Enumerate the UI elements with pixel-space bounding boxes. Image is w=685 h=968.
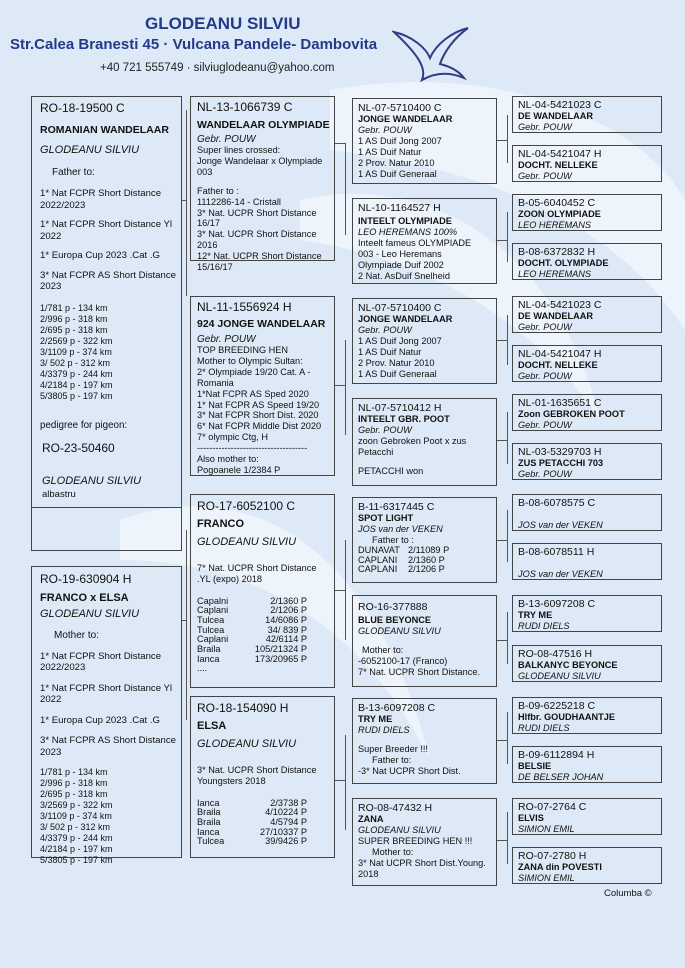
card-line: [197, 178, 334, 186]
mother-breeder: GLODEANU SILVIU: [40, 608, 140, 621]
card-line: 7* olympic Ctg, H: [197, 432, 268, 443]
card-line: 7* Nat. UCPR Short Distance: [197, 563, 317, 574]
result-line: 1* Nat FCPR Short Distance 2022/2023: [40, 188, 162, 211]
list-item: 4/3379 p - 244 km: [40, 833, 113, 844]
card-ring: B-08-6372832 H: [518, 246, 596, 258]
list-item: 4/2184 p - 197 km: [40, 844, 113, 855]
card-breeder: Gebr. POUW: [518, 171, 572, 182]
card-name: ELVIS: [518, 813, 544, 824]
card-name: SPOT LIGHT: [358, 513, 414, 524]
card-name: [518, 509, 661, 520]
card-ring: NL-10-1164527 H: [358, 202, 441, 214]
card-line: Romania: [197, 377, 234, 388]
list-item: 3/ 502 p - 312 km: [40, 822, 111, 833]
card-name: ZANA: [358, 814, 384, 825]
grandsire-paternal-card: [190, 96, 335, 272]
card-line: Inteelt fameus OLYMPIADE: [358, 238, 472, 249]
card-ring: NL-07-5710412 H: [358, 402, 442, 414]
card-ring: B-11-6317445 C: [358, 501, 435, 513]
card-breeder: RUDI DIELS: [358, 725, 410, 736]
father-name: ROMANIAN WANDELAAR: [40, 124, 169, 137]
connector: [345, 143, 346, 235]
gen4-card: [512, 194, 662, 231]
card-name: FRANCO: [197, 518, 245, 531]
card-name: DOCHT. NELLEKE: [518, 360, 598, 371]
result-line: 3* Nat FCPR AS Short Distance 2023: [40, 269, 176, 293]
card-ring: RO-07-2764 C: [518, 801, 587, 813]
card-ring: RO-07-2780 H: [518, 850, 587, 862]
race-place: ....: [197, 663, 208, 674]
card-name: INTEELT GBR. POOT: [358, 414, 450, 425]
gen3-card: [352, 698, 497, 784]
card-breeder: SIMION EMIL: [518, 873, 575, 884]
card-name: Hlfbr. GOUDHAANTJE: [518, 712, 615, 723]
mother-name: FRANCO x ELSA: [40, 592, 129, 605]
card-ring: NL-11-1556924 H: [197, 300, 292, 314]
card-breeder: LEO HEREMANS: [518, 220, 592, 231]
gen3-card: [352, 98, 497, 184]
card-line: Super lines crossed:: [197, 145, 281, 156]
mother-card: [31, 566, 182, 866]
card-line: 003 - Leo Heremans: [358, 248, 442, 259]
connector: [497, 540, 507, 541]
card-line: 1 AS Duif Jong 2007: [358, 136, 442, 147]
gen3-card: [352, 497, 497, 583]
connector: [507, 510, 508, 562]
result-line: 1* Nat FCPR Short Distance Yl 2022: [40, 682, 173, 706]
race-result: 2/1360 P: [408, 554, 445, 565]
card-ring: NL-04-5421023 C: [518, 99, 602, 111]
card-line: 1 AS Duif Natur: [358, 346, 422, 357]
card-ring: B-09-6112894 H: [518, 749, 595, 761]
connector: [335, 385, 345, 386]
gen4-card: [512, 543, 662, 580]
card-line: 003: [197, 167, 213, 178]
table-row: [197, 837, 307, 847]
card-ring: NL-04-5421047 H: [518, 148, 602, 160]
list-item: 2/996 p - 318 km: [40, 313, 108, 324]
card-breeder: LEO HEREMANS: [518, 269, 592, 280]
gen4-card: [512, 847, 662, 884]
pigeon-ring: RO-23-50460: [42, 441, 115, 455]
connector: [507, 212, 508, 262]
race-result: 173/20965 P: [254, 653, 307, 664]
card-breeder: Gebr. POUW: [358, 425, 412, 436]
card-ring: RO-17-6052100 C: [197, 499, 296, 513]
connector: [497, 840, 507, 841]
connector: [507, 812, 508, 864]
card-ring: NL-01-1635651 C: [518, 397, 602, 409]
card-line: 2 Nat. AsDuif Snelheid: [358, 270, 450, 281]
connector: [182, 200, 186, 201]
card-name: JONGE WANDELAAR: [358, 314, 453, 325]
gen4-card: [512, 443, 662, 480]
card-line: 2018: [358, 868, 379, 879]
card-line: Also mother to:: [197, 453, 259, 464]
father-role: Father to:: [52, 166, 95, 178]
race-result: 34/ 839 P: [267, 624, 307, 635]
race-place: Tulcea: [197, 624, 225, 635]
card-name: WANDELAAR OLYMPIADE: [197, 119, 330, 132]
card-line: Jonge Wandelaar x Olympiade: [197, 156, 323, 167]
connector: [345, 735, 346, 830]
mother-results: [40, 651, 180, 759]
card-line: Pogoanele 1/2384 P: [197, 464, 281, 475]
card-name: TRY ME: [358, 714, 393, 725]
race-place: Tulcea: [197, 836, 225, 847]
card-line: zoon Gebroken Poot x zus: [358, 436, 467, 447]
card-ring: NL-04-5421047 H: [518, 348, 602, 360]
gen4-card: [512, 697, 662, 734]
race-result: 2/1360 P: [270, 595, 307, 606]
card-name: DE WANDELAAR: [518, 111, 594, 122]
pigeon-color: albastru: [42, 489, 76, 500]
copyright: Columba ©: [604, 888, 652, 899]
card-name: DOCHT. NELLEKE: [518, 160, 598, 171]
card-name: BALKANYC BEYONCE: [518, 660, 618, 671]
card-name: 924 JONGE WANDELAAR: [197, 318, 326, 331]
gen3-card: [352, 298, 497, 384]
card-line: PETACCHI won: [358, 465, 424, 476]
card-breeder: Gebr. POUW: [518, 420, 572, 431]
gen4-card: [512, 296, 662, 333]
card-line: Mother to:: [372, 846, 414, 857]
card-breeder: Gebr. POUW: [518, 371, 572, 382]
gen4-card: [512, 746, 662, 783]
card-breeder: JOS van der VEKEN: [358, 524, 443, 535]
card-name: ZOON OLYMPIADE: [518, 209, 601, 220]
race-place: Caplani: [197, 605, 229, 616]
pigeon-breeder: GLODEANU SILVIU: [42, 475, 142, 487]
card-line: 3* Nat UCPR Short Dist.Young.: [358, 857, 486, 868]
race-place: DUNAVAT: [358, 544, 400, 555]
card-line: 2 Prov. Natur 2010: [358, 357, 435, 368]
connector: [335, 590, 345, 591]
card-breeder: GLODEANU SILVIU: [197, 738, 297, 751]
card-line: Olympiade Duif 2002: [358, 259, 444, 270]
pedigree-label: pedigree for pigeon:: [40, 420, 128, 431]
card-line: Father to:: [372, 754, 412, 765]
card-breeder: GLODEANU SILVIU: [358, 626, 441, 637]
card-breeder: RUDI DIELS: [518, 621, 570, 632]
race-results-table: [358, 546, 449, 575]
connector: [507, 712, 508, 764]
race-result: 2/11089 P: [408, 544, 450, 555]
connector: [507, 412, 508, 464]
list-item: 2/996 p - 318 km: [40, 778, 108, 789]
card-name: JONGE WANDELAAR: [358, 114, 453, 125]
card-line: [358, 458, 496, 466]
gen4-card: [512, 645, 662, 682]
card-line: -3* Nat UCPR Short Dist.: [358, 765, 461, 776]
gen4-card: [512, 494, 662, 531]
list-item: 3/1109 p - 374 km: [40, 346, 112, 357]
gen4-card: [512, 595, 662, 632]
card-ring: RO-08-47432 H: [358, 802, 433, 814]
card-breeder: Gebr. POUW: [358, 125, 412, 136]
list-item: 3/ 502 p - 312 km: [40, 357, 111, 368]
list-item: 2/2569 p - 322 km: [40, 335, 113, 346]
card-breeder: RUDI DIELS: [518, 723, 570, 734]
header-contact: +40 721 555749 · silviuglodeanu@yahoo.com: [100, 62, 335, 74]
card-breeder: JOS van der VEKEN: [518, 569, 603, 580]
card-breeder: JOS van der VEKEN: [518, 520, 603, 531]
card-line: 2* Olympiade 19/20 Cat. A -: [197, 367, 311, 378]
race-results-table: [197, 597, 307, 674]
race-place: Tulcea: [197, 615, 225, 626]
card-name: ZANA din POVESTI: [518, 862, 602, 873]
list-item: 1/781 p - 134 km: [40, 767, 108, 778]
connector: [345, 540, 346, 640]
race-place: Braila: [197, 644, 221, 655]
race-result: 2/1206 P: [270, 605, 307, 616]
race-result: 105/21324 P: [254, 644, 307, 655]
mother-result-list: [40, 767, 181, 866]
connector: [182, 620, 186, 621]
race-place: Braila: [197, 817, 221, 828]
bird-logo-icon: [392, 24, 472, 94]
card-line: Super Breeder !!!: [358, 744, 428, 755]
card-line: 7* Nat. UCPR Short Distance.: [358, 666, 481, 677]
card-line: 15/16/17: [197, 261, 233, 272]
connector: [497, 240, 507, 241]
card-breeder: Gebr. POUW: [197, 333, 256, 345]
card-ring: NL-04-5421023 C: [518, 299, 602, 311]
connector: [186, 110, 187, 296]
card-ring: RO-08-47516 H: [518, 648, 593, 660]
gen4-card: [512, 394, 662, 431]
card-ring: NL-13-1066739 C: [197, 100, 293, 114]
card-name: ELSA: [197, 720, 227, 733]
card-line: ------------------------------------: [197, 443, 308, 454]
race-result: 2/3738 P: [270, 797, 307, 808]
header-address: Str.Calea Branesti 45 · Vulcana Pandele- Dambovita: [10, 36, 378, 53]
card-line: SUPER BREEDING HEN !!!: [358, 836, 473, 847]
card-line: Petacchi: [358, 446, 394, 457]
gen4-card: [512, 798, 662, 835]
list-item: 5/3805 p - 197 km: [40, 855, 113, 866]
card-name: Zoon GEBROKEN POOT: [518, 409, 625, 420]
result-line: 1* Nat FCPR Short Distance 2022/2023: [40, 650, 162, 674]
card-ring: B-08-6078511 H: [518, 546, 595, 558]
gen4-card: [512, 96, 662, 133]
card-breeder: GLODEANU SILVIU: [197, 536, 297, 549]
card-line: 1 AS Duif Generaal: [358, 168, 437, 179]
race-result: 27/10337 P: [259, 826, 307, 837]
card-breeder: SIMION EMIL: [518, 824, 575, 835]
card-name: BELSIE: [518, 761, 552, 772]
table-row: [197, 664, 307, 674]
connector: [497, 340, 507, 341]
gen3-card: [352, 198, 497, 284]
card-ring: RO-18-154090 H: [197, 701, 289, 715]
result-line: 1* Europa Cup 2023 .Cat .G: [40, 250, 160, 262]
card-line: 1 AS Duif Jong 2007: [358, 336, 442, 347]
race-results-table: [197, 799, 307, 847]
card-name: ZUS PETACCHI 703: [518, 458, 604, 469]
table-row: [358, 565, 449, 575]
race-place: Ianca: [197, 797, 220, 808]
card-ring: B-13-6097208 C: [358, 702, 436, 714]
card-line: Father to :: [197, 185, 239, 196]
result-line: 3* Nat FCPR AS Short Distance 2023: [40, 735, 176, 758]
card-line: 16/17: [197, 218, 220, 229]
card-line: Mother to Olympic Sultan:: [197, 356, 303, 367]
gen3-card: [352, 595, 497, 687]
list-item: 4/2184 p - 197 km: [40, 379, 113, 390]
card-ring: NL-07-5710400 C: [358, 302, 442, 314]
card-breeder: Gebr. POUW: [358, 325, 412, 336]
connector: [507, 315, 508, 365]
result-line: 1* Nat FCPR Short Distance Yl 2022: [40, 219, 173, 242]
card-line: 2 Prov. Natur 2010: [358, 157, 435, 168]
granddam-paternal-card: [190, 296, 335, 476]
race-result: 4/5794 P: [270, 817, 307, 828]
card-line: TOP BREEDING HEN: [197, 345, 289, 356]
card-ring: RO-16-377888: [358, 601, 428, 613]
table-row: [197, 655, 307, 665]
card-breeder: GLODEANU SILVIU: [358, 825, 441, 836]
card-name: DOCHT. OLYMPIADE: [518, 258, 609, 269]
card-name: TRY ME: [518, 610, 553, 621]
card-line: 3* Nat. UCPR Short Distance: [197, 229, 317, 240]
gen4-card: [512, 243, 662, 280]
race-result: 39/9426 P: [265, 836, 307, 847]
card-breeder: Gebr. POUW: [518, 122, 572, 133]
father-ring: RO-18-19500 C: [40, 101, 125, 115]
race-place: CAPLANI: [358, 564, 398, 575]
race-place: Ianca: [197, 653, 220, 664]
list-item: 3/2569 p - 322 km: [40, 800, 113, 811]
header-title: GLODEANU SILVIU: [145, 14, 301, 33]
father-result-list: [40, 303, 181, 402]
grandsire-maternal-card: [190, 494, 335, 688]
card-line: 3* Nat. UCPR Short Distance: [197, 765, 317, 776]
connector: [335, 143, 345, 144]
list-item: 3/1109 p - 374 km: [40, 811, 112, 822]
card-breeder: GLODEANU SILVIU: [518, 671, 601, 682]
card-ring: NL-03-5329703 H: [518, 446, 602, 458]
connector: [497, 740, 507, 741]
gen4-card: [512, 345, 662, 382]
connector: [186, 530, 187, 720]
card-ring: B-09-6225218 C: [518, 700, 596, 712]
gen3-card: [352, 798, 497, 886]
card-ring: B-05-6040452 C: [518, 197, 596, 209]
pigeon-card: [31, 420, 182, 508]
card-line: Youngsters 2018: [197, 775, 266, 786]
card-line: -6052100-17 (Franco): [358, 655, 448, 666]
list-item: 5/3805 p - 197 km: [40, 390, 113, 401]
card-line: 1 AS Duif Generaal: [358, 368, 437, 379]
card-name: BLUE BEYONCE: [358, 615, 431, 626]
card-line: Father to :: [372, 535, 414, 546]
father-results: [40, 188, 180, 293]
card-line: 1 AS Duif Natur: [358, 146, 422, 157]
race-place: Ianca: [197, 826, 220, 837]
race-result: 4/10224 P: [265, 807, 307, 818]
list-item: 2/695 p - 318 km: [40, 789, 108, 800]
card-breeder: Gebr. POUW: [518, 469, 572, 480]
connector: [507, 115, 508, 163]
card-name: DE WANDELAAR: [518, 311, 594, 322]
card-line: Mother to:: [362, 645, 404, 656]
card-line: 1112286-14 - Cristall: [197, 196, 281, 207]
race-result: 14/6086 P: [265, 615, 307, 626]
connector: [345, 340, 346, 435]
card-ring: B-08-6078575 C: [518, 497, 596, 509]
card-line: 2016: [197, 240, 218, 251]
card-line: 3* Nat FCPR Short Dist. 2020: [197, 410, 319, 421]
race-result: 42/6114 P: [265, 634, 307, 645]
connector: [497, 140, 507, 141]
result-line: 1* Europa Cup 2023 .Cat .G: [40, 714, 160, 726]
card-breeder: Gebr. POUW: [518, 322, 572, 333]
card-breeder: DE BELSER JOHAN: [518, 772, 604, 783]
card-line: 3* Nat. UCPR Short Distance: [197, 207, 317, 218]
card-breeder: Gebr. POUW: [197, 133, 256, 145]
gen4-card: [512, 145, 662, 182]
card-line: 1* Nat FCPR AS Speed 19/20: [197, 399, 320, 410]
card-line: 12* Nat. UCPR Short Distance: [197, 251, 322, 262]
father-breeder: GLODEANU SILVIU: [40, 143, 140, 156]
connector: [507, 612, 508, 664]
card-line: 6* Nat FCPR Middle Dist 2020: [197, 421, 322, 432]
card-breeder: LEO HEREMANS 100%: [358, 227, 458, 238]
race-result: 2/1206 P: [408, 564, 445, 575]
mother-ring: RO-19-630904 H: [40, 572, 132, 586]
race-result: [243, 664, 307, 674]
card-name: [518, 558, 661, 569]
card-line: .YL (expo) 2018: [197, 573, 263, 584]
race-place: CAPLANI: [358, 554, 398, 565]
card-ring: NL-07-5710400 C: [358, 102, 442, 114]
list-item: 1/781 p - 134 km: [40, 302, 108, 313]
connector: [497, 440, 507, 441]
race-place: Caplani: [197, 634, 229, 645]
list-item: 4/3379 p - 244 km: [40, 368, 113, 379]
race-place: Braila: [197, 807, 221, 818]
connector: [497, 640, 507, 641]
list-item: 2/695 p - 318 km: [40, 324, 108, 335]
card-ring: B-13-6097208 C: [518, 598, 596, 610]
connector: [335, 780, 345, 781]
gen3-card: [352, 398, 497, 486]
race-place: Capalni: [197, 595, 229, 606]
granddam-maternal-card: [190, 696, 335, 858]
card-line: 1*Nat FCPR AS Sped 2020: [197, 388, 309, 399]
mother-role: Mother to:: [54, 630, 100, 642]
card-name: INTEELT OLYMPIADE: [358, 216, 452, 227]
